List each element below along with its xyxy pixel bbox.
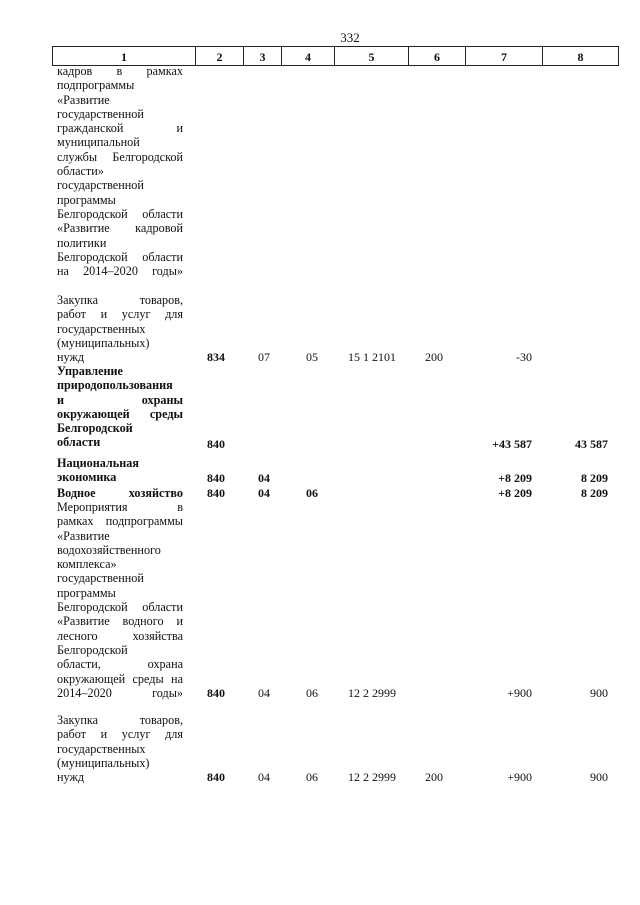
cell-c7: +8 209: [498, 471, 532, 485]
row-description-line: кадров в рамках: [57, 64, 183, 78]
row-description-line: (муниципальных): [57, 755, 150, 770]
row-description-line: комплекса»: [57, 557, 117, 572]
row-description-line: области, охрана: [57, 657, 183, 672]
row-description-line: рамках подпрограммы: [57, 514, 183, 529]
cell-c2: 840: [207, 437, 225, 451]
row-description-line: государственной: [57, 571, 144, 586]
cell-c3: 04: [258, 471, 270, 485]
cell-c5: 15 1 2101: [348, 350, 396, 364]
cell-c2: 840: [207, 686, 225, 700]
cell-c8: 900: [590, 686, 608, 700]
row-description-line: Национальная: [57, 456, 139, 470]
row-description-line: Белгородской области: [57, 600, 183, 615]
row-description-line: экономика: [57, 470, 117, 485]
header-col-1: 1: [53, 47, 196, 65]
cell-c8: 900: [590, 770, 608, 784]
row-description-line: Белгородской области: [57, 249, 183, 264]
row-description: [57, 486, 183, 500]
row-description-line: государственных: [57, 321, 146, 336]
row-description-line: программы: [57, 192, 116, 207]
cell-c4: 06: [306, 770, 318, 784]
cell-c7: -30: [516, 350, 532, 364]
row-description-line: нужд: [57, 770, 85, 785]
header-col-6: 6: [409, 47, 466, 65]
row-description-line: государственных: [57, 741, 146, 756]
row-description-line: государственной: [57, 178, 144, 193]
row-description-line: Водное хозяйство: [57, 486, 183, 500]
row-description-line: «Развитие кадровой: [57, 221, 183, 236]
cell-c5: 12 2 2999: [348, 770, 396, 784]
cell-c6: 200: [425, 770, 443, 784]
cell-c2: 840: [207, 486, 225, 500]
cell-c3: 04: [258, 770, 270, 784]
row-description-line: окружающей среды на: [57, 671, 183, 686]
header-col-8: 8: [577, 50, 584, 64]
row-description: [57, 500, 183, 700]
row-description-line: работ и услуг для: [57, 307, 183, 322]
row-description-line: нужд: [57, 350, 85, 365]
cell-c4: 06: [306, 686, 318, 700]
page-number: 332: [340, 30, 360, 45]
row-description: [57, 64, 183, 278]
header-col-2: 2: [196, 47, 244, 65]
row-description-line: подпрограммы: [57, 78, 135, 93]
cell-c5: 12 2 2999: [348, 686, 396, 700]
row-description: [57, 293, 183, 364]
row-description: [57, 456, 183, 485]
header-col-7: 7: [466, 47, 543, 65]
row-description-line: 2014–2020 годы»: [57, 685, 183, 700]
row-description-line: природопользования: [57, 378, 173, 393]
row-description-line: области: [57, 435, 101, 450]
row-description-line: Закупка товаров,: [57, 713, 183, 727]
row-description-line: государственной: [57, 106, 144, 121]
row-description-line: окружающей среды: [57, 406, 183, 421]
row-description-line: и охраны: [57, 392, 183, 407]
row-description-line: Белгородской: [57, 421, 133, 436]
cell-c8: 43 587: [575, 437, 608, 451]
row-description-line: Белгородской области: [57, 206, 183, 221]
cell-c7: +900: [507, 770, 532, 784]
cell-c4: 05: [306, 350, 318, 364]
row-description-line: службы Белгородской: [57, 149, 183, 164]
cell-c7: +900: [507, 686, 532, 700]
row-description-line: водохозяйственного: [57, 542, 161, 557]
row-description: [57, 713, 183, 784]
header-col-4: 4: [282, 47, 335, 65]
cell-c7: +43 587: [492, 437, 532, 451]
cell-c2: 840: [207, 770, 225, 784]
cell-c3: 04: [258, 486, 270, 500]
row-description-line: на 2014–2020 годы»: [57, 264, 183, 279]
row-description-line: «Развитие: [57, 528, 110, 543]
cell-c3: 07: [258, 350, 270, 364]
row-description: [57, 364, 183, 450]
cell-c2: 834: [207, 350, 225, 364]
row-description-line: программы: [57, 585, 116, 600]
row-description-line: Управление: [57, 364, 123, 378]
row-description-line: гражданской и: [57, 121, 183, 136]
cell-c6: 200: [425, 350, 443, 364]
cell-c7: +8 209: [498, 486, 532, 500]
row-description-line: «Развитие водного и: [57, 614, 183, 629]
cell-c8: 8 209: [581, 471, 608, 485]
row-description-line: политики: [57, 235, 107, 250]
header-col-3: 3: [244, 47, 282, 65]
cell-c4: 06: [306, 486, 318, 500]
row-description-line: Мероприятия в: [57, 500, 183, 514]
row-description-line: (муниципальных): [57, 335, 150, 350]
cell-c8: 8 209: [581, 486, 608, 500]
row-description-line: «Развитие: [57, 92, 110, 107]
row-description-line: области»: [57, 164, 104, 179]
cell-c2: 840: [207, 471, 225, 485]
row-description-line: работ и услуг для: [57, 727, 183, 742]
row-description-line: муниципальной: [57, 135, 140, 150]
row-description-line: Белгородской: [57, 642, 128, 657]
row-description-line: лесного хозяйства: [57, 628, 183, 643]
header-col-5: 5: [335, 47, 409, 65]
cell-c3: 04: [258, 686, 270, 700]
row-description-line: Закупка товаров,: [57, 293, 183, 307]
table-header: [52, 46, 619, 66]
